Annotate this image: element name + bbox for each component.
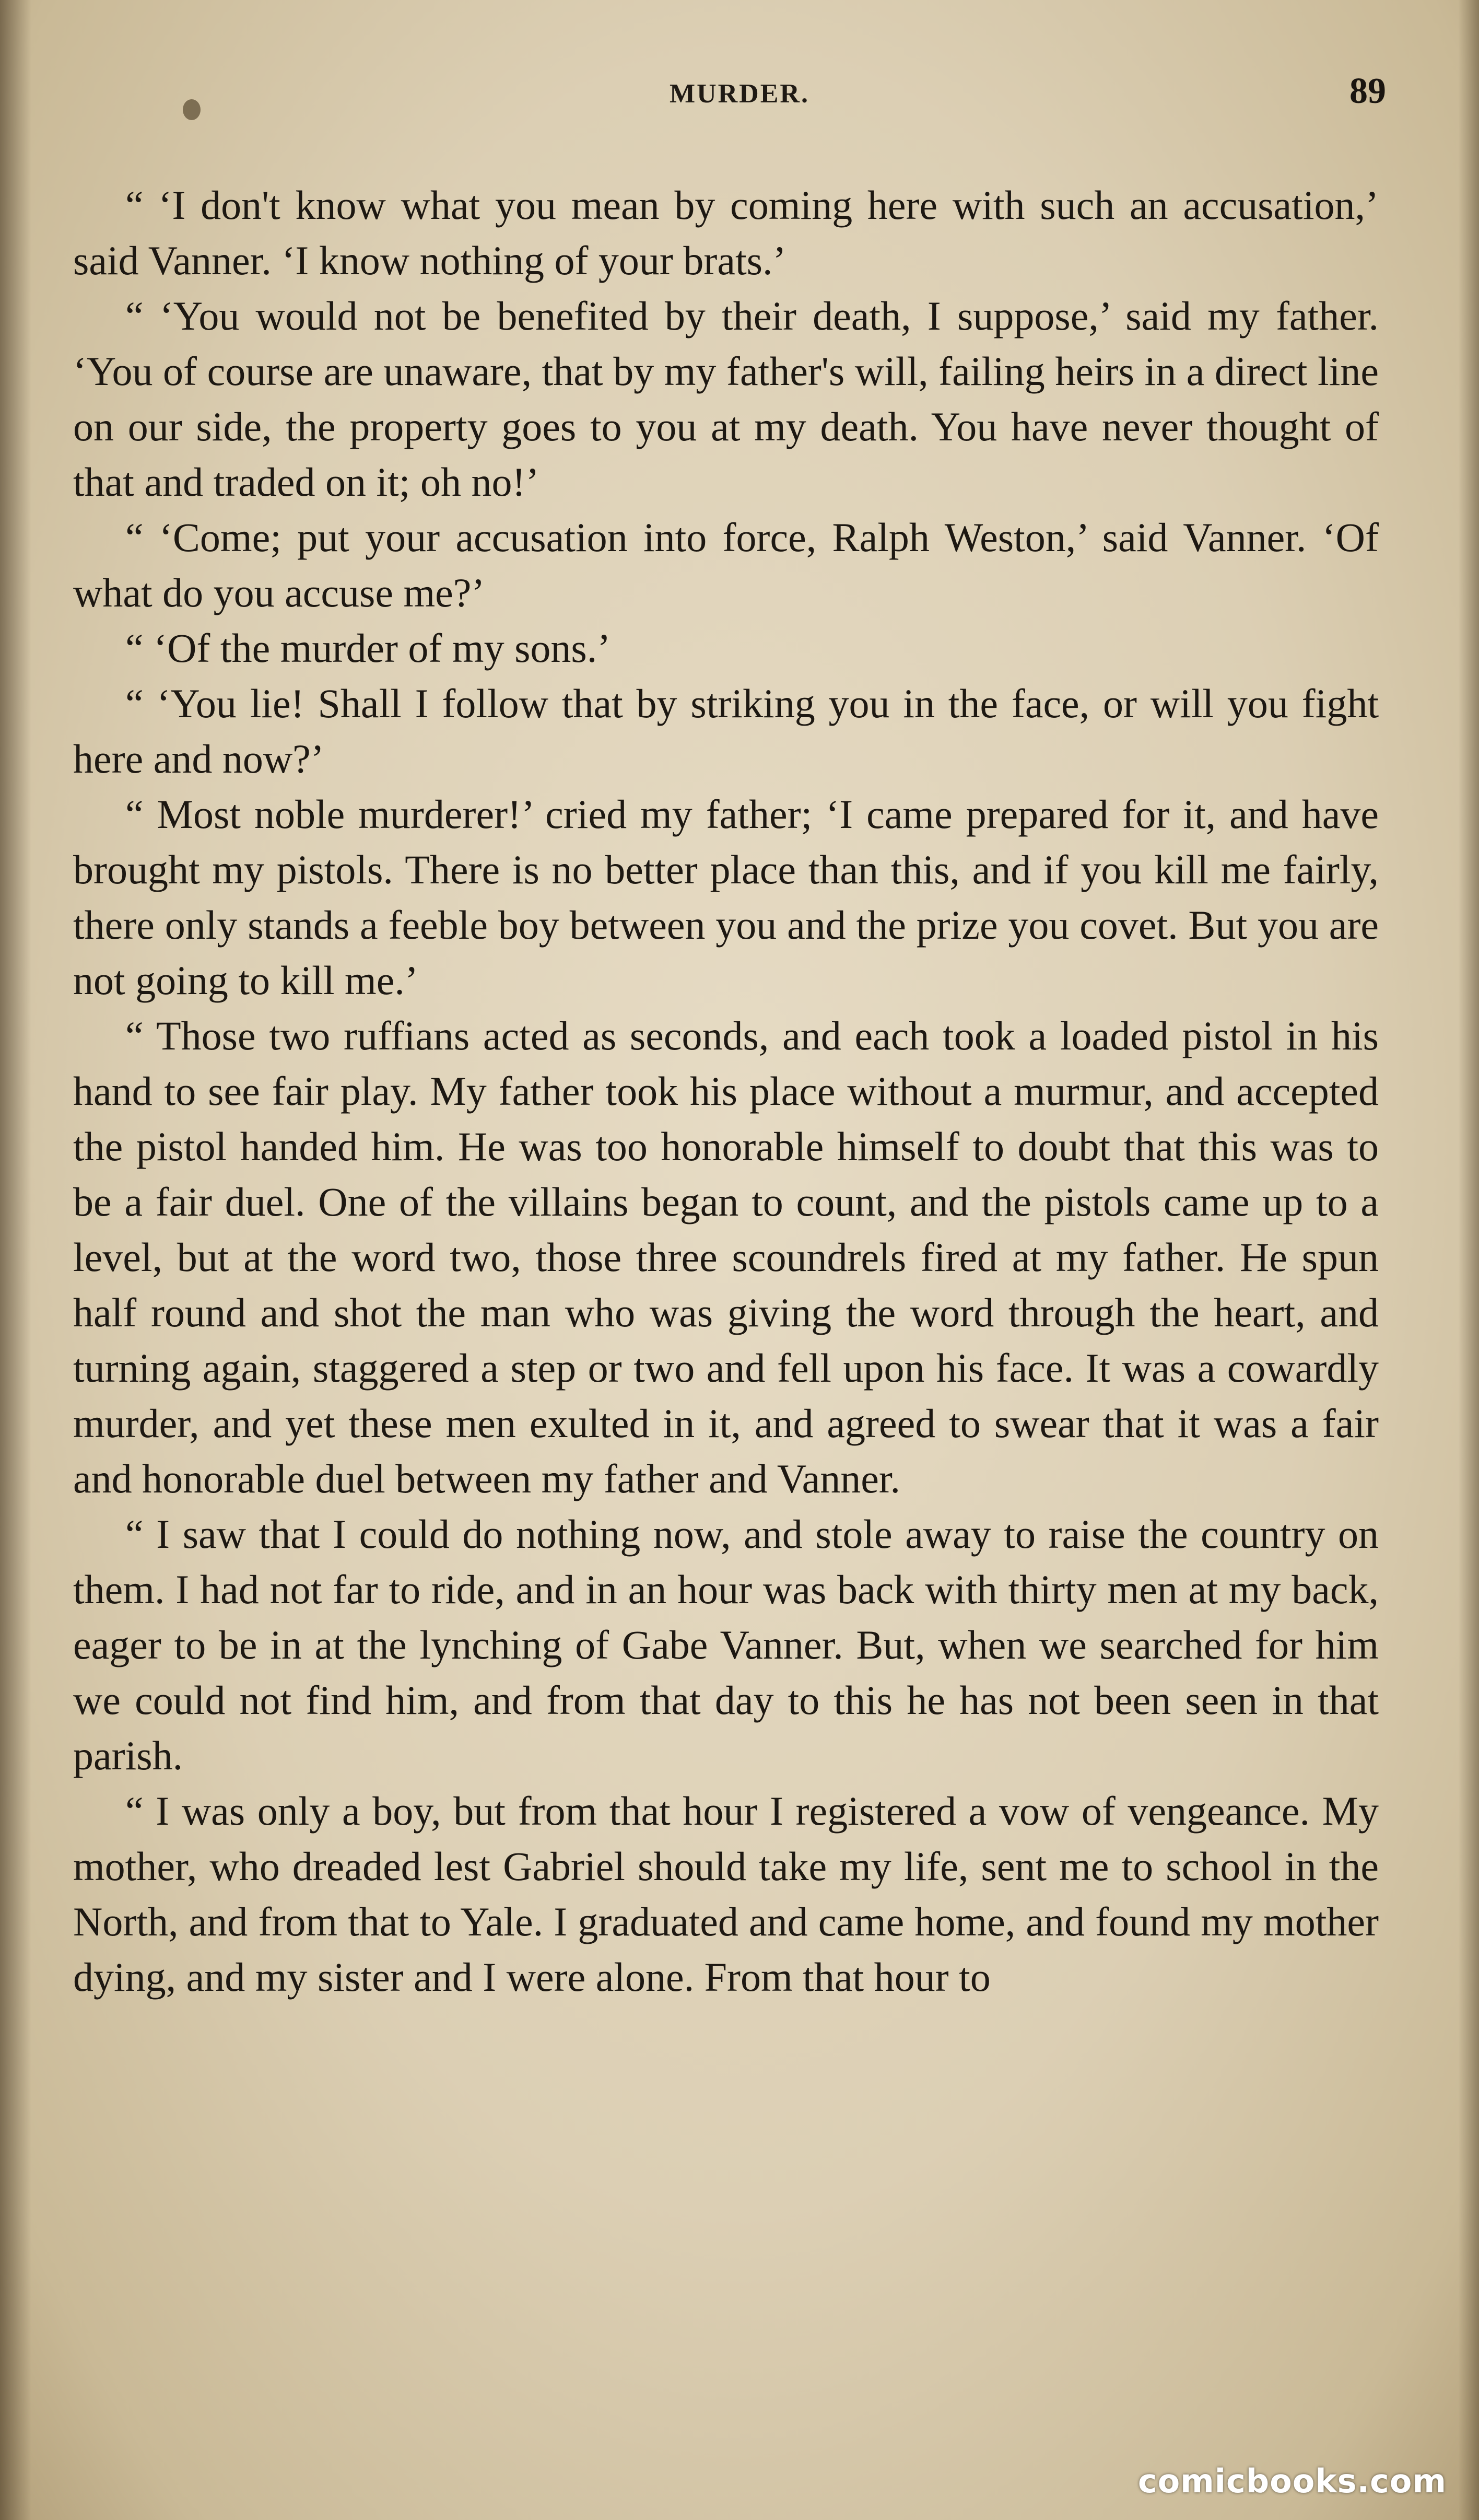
paragraph: “ I was only a boy, but from that hour I registered a vow of vengeance. My mother, who dreaded lest Gabriel should take my life, sent me to school in the North, and from that to Yale. I graduated and came home, and found my mother dying, and my sister and I were alone. From that hour to: [73, 1788, 1379, 2000]
paragraph: “ Those two ruffians acted as seconds, and each took a loaded pistol in his hand to see fair play. My father took his place without a murmur, and accepted the pistol handed him. He was too honorable himself to doubt that this was to be a fair duel. One of the villains began to count, and the pistols came up to a level, but at the word two, those three scoundrels fired at my father. He spun half round and shot the man who was giving the word through the heart, and turning again, staggered a step or two and fell upon his face. It was a cowardly murder, and yet these men exulted in it, and agreed to swear that it was a fair and honorable duel between my father and Vanner.: [73, 1013, 1379, 1501]
paragraph: “ Most noble murderer!’ cried my father; ‘I came prepared for it, and have brought my pistols. There is no better place than this, and if you kill me fairly, there only stands a feeble boy between you and the prize you covet. But you are not going to kill me.’: [73, 791, 1379, 1003]
paragraph: “ ‘Come; put your accusation into force, Ralph Weston,’ said Vanner. ‘Of what do you accuse me?’: [73, 515, 1379, 615]
body-text: [73, 178, 1379, 2005]
paragraph: “ ‘You would not be benefited by their death, I suppose,’ said my father. ‘You of course are unaware, that by my father's will, failing heirs in a direct line on our side, the property goes to you at my death. You have never thought of that and traded on it; oh no!’: [73, 293, 1379, 505]
running-head: MURDER.: [670, 79, 809, 109]
paragraph: “ ‘Of the murder of my sons.’: [125, 625, 611, 671]
paragraph: “ ‘I don't know what you mean by coming here with such an accusation,’ said Vanner. ‘I know nothing of your brats.’: [73, 182, 1379, 283]
paragraph: “ ‘You lie! Shall I follow that by striking you in the face, or will you fight here and now?’: [73, 681, 1379, 781]
watermark: comicbooks.com: [1137, 2462, 1447, 2500]
paragraph: “ I saw that I could do nothing now, and stole away to raise the country on them. I had not far to ride, and in an hour was back with thirty men at my back, eager to be in at the lynching of Gabe Vanner. But, when we searched for him we could not find him, and from that day to this he has not been seen in that parish.: [73, 1511, 1379, 1778]
spine-shadow: [0, 0, 31, 2520]
page-number: 89: [1349, 71, 1386, 111]
page-edge-shadow: [1458, 0, 1479, 2520]
